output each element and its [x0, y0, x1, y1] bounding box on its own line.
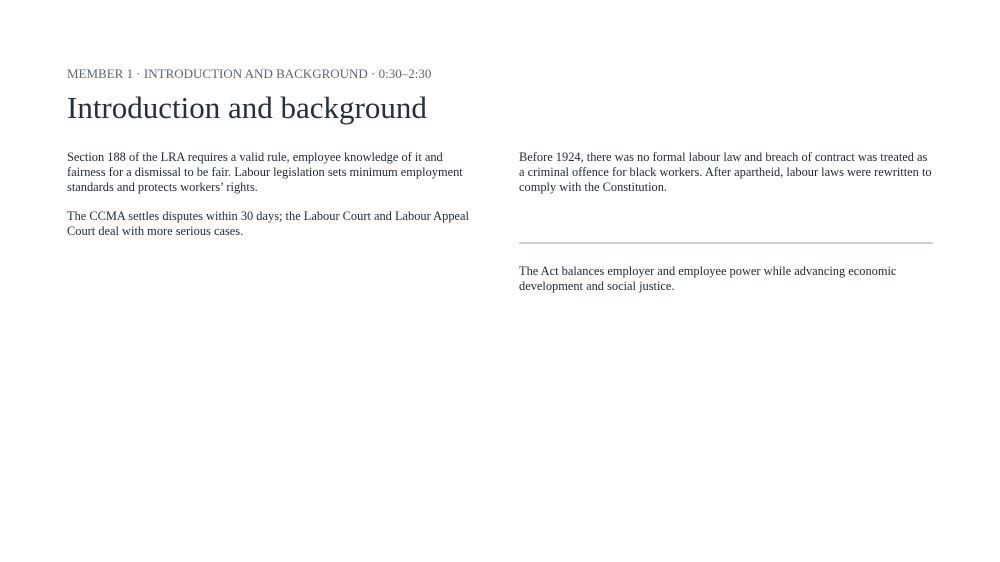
- right-column-top: [519, 150, 933, 195]
- right-paragraph-bottom: The Act balances employer and employee power while advancing economic development and social justice.: [519, 264, 897, 293]
- right-paragraph-top: Before 1924, there was no formal labour law and breach of contract was treated as a criminal offence for black workers. After apartheid, labour laws were rewritten to comply with the Constitution.: [519, 150, 932, 194]
- left-paragraph-2: The CCMA settles disputes within 30 days; the Labour Court and Labour Appeal Court deal with more serious cases.: [67, 209, 469, 238]
- right-column-bottom: [519, 264, 933, 294]
- left-column: [67, 150, 477, 239]
- left-paragraph-1: Section 188 of the LRA requires a valid rule, employee knowledge of it and fairness for a dismissal to be fair. Labour legislation sets minimum employment standards and protects workers’ rights.: [67, 150, 463, 194]
- section-eyebrow: MEMBER 1 · INTRODUCTION AND BACKGROUND · 0:30–2:30: [67, 66, 432, 81]
- section-divider: [519, 242, 933, 244]
- page-title: Introduction and background: [67, 90, 427, 125]
